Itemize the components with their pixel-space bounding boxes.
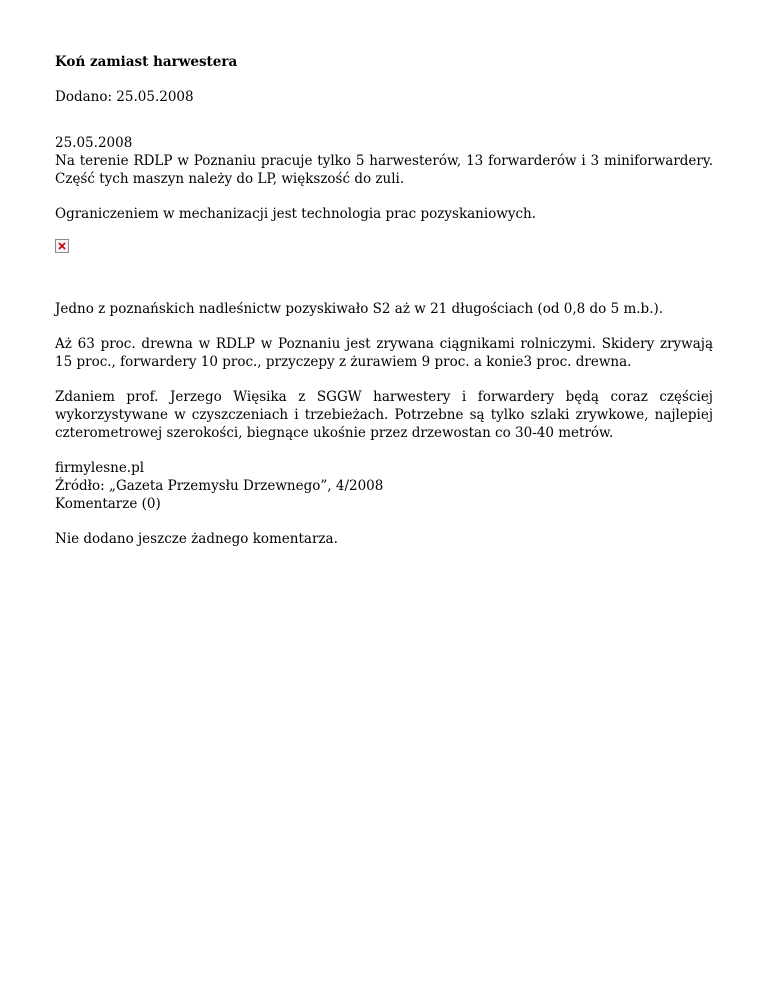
article-lead — [55, 134, 713, 188]
comments-heading: Komentarze (0) — [55, 496, 161, 512]
source-site-link[interactable]: firmylesne.pl — [55, 460, 145, 476]
broken-image-icon — [55, 239, 69, 253]
article-title: Koń zamiast harwestera — [55, 54, 238, 70]
article-footer — [55, 459, 713, 513]
no-comments-message: Nie dodano jeszcze żadnego komentarza. — [55, 531, 338, 547]
added-date: Dodano: 25.05.2008 — [55, 89, 194, 105]
article — [55, 53, 713, 548]
paragraph-3: Jedno z poznańskich nadleśnictw pozyskiwało S2 aż w 21 długościach (od 0,8 do 5 m.b.). — [55, 301, 664, 317]
article-date: 25.05.2008 — [55, 135, 133, 151]
paragraph-5: Zdaniem prof. Jerzego Więsika z SGGW harwestery i forwardery będą coraz częściej wykorzystywane w czyszczeniach i trzebieżach. Potrzebne są tylko szlaki zrywkowe, najlepiej czterometrowej szerokości, biegnące ukośnie przez drzewostan co 30-40 metrów. — [55, 389, 713, 441]
paragraph-2: Ograniczeniem w mechanizacji jest technologia prac pozyskaniowych. — [55, 206, 537, 222]
source-label: Źródło: „Gazeta Przemysłu Drzewnego”, 4/2008 — [55, 478, 384, 494]
paragraph-1: Na terenie RDLP w Poznaniu pracuje tylko 5 harwesterów, 13 forwarderów i 3 miniforwardery. Część tych maszyn należy do LP, większość do zuli. — [55, 153, 713, 187]
paragraph-4: Aż 63 proc. drewna w RDLP w Poznaniu jest zrywana ciągnikami rolniczymi. Skidery zrywają 15 proc., forwardery 10 proc., przyczepy z żurawiem 9 proc. a konie3 proc. drewna. — [55, 336, 713, 370]
